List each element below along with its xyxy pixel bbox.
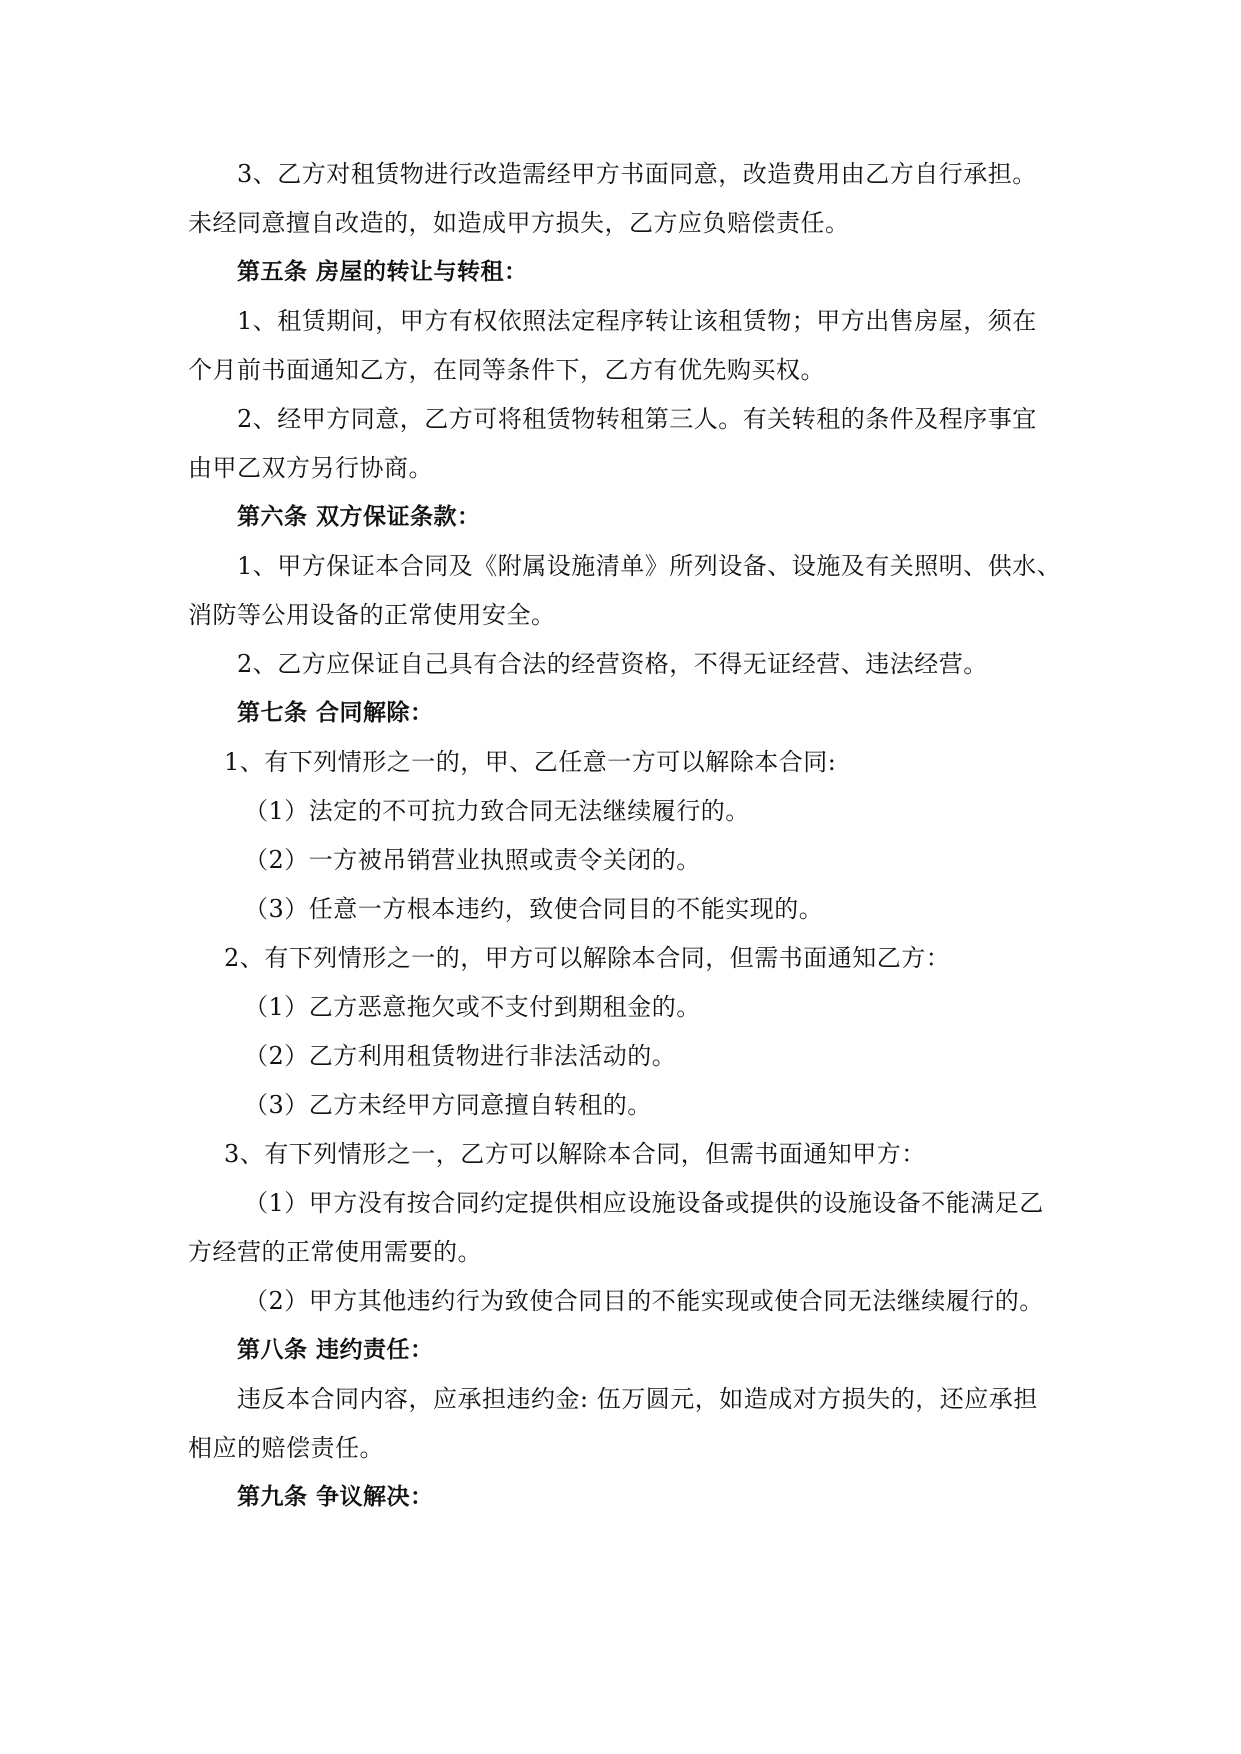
clause-7-item-1-sub-3: （3）任意一方根本违约，致使合同目的不能实现的。 xyxy=(244,895,824,923)
clause-7-item-3-sub-1-line-1: （1）甲方没有按合同约定提供相应设施设备或提供的设施设备不能满足乙 xyxy=(244,1189,1044,1217)
clause-7-heading: 第七条 合同解除： xyxy=(237,700,434,726)
clause-4-item-3-line-1: 3、乙方对租赁物进行改造需经甲方书面同意，改造费用由乙方自行承担。 xyxy=(237,160,1037,188)
clause-6-item-1-line-2: 消防等公用设备的正常使用安全。 xyxy=(188,601,556,629)
clause-5-item-1-line-2: 个月前书面通知乙方，在同等条件下，乙方有优先购买权。 xyxy=(188,356,825,384)
clause-5-heading: 第五条 房屋的转让与转租： xyxy=(237,259,528,285)
clause-7-item-1: 1、有下列情形之一的，甲、乙任意一方可以解除本合同: xyxy=(224,748,837,776)
clause-9-heading: 第九条 争议解决： xyxy=(237,1484,434,1510)
clause-7-item-2-sub-3: （3）乙方未经甲方同意擅自转租的。 xyxy=(244,1091,652,1119)
clause-5-item-2-line-1: 2、经甲方同意，乙方可将租赁物转租第三人。有关转租的条件及程序事宜 xyxy=(237,405,1037,433)
clause-5-item-2-line-2: 由甲乙双方另行协商。 xyxy=(188,454,433,482)
clause-8-body-line-1: 违反本合同内容，应承担违约金: 伍万圆元，如造成对方损失的，还应承担 xyxy=(237,1385,1038,1413)
clause-7-item-2: 2、有下列情形之一的，甲方可以解除本合同，但需书面通知乙方： xyxy=(224,944,951,972)
clause-4-item-3-line-2: 未经同意擅自改造的，如造成甲方损失，乙方应负赔偿责任。 xyxy=(188,209,850,237)
clause-7-item-3: 3、有下列情形之一，乙方可以解除本合同，但需书面通知甲方： xyxy=(224,1140,926,1168)
clause-7-item-1-sub-1: （1）法定的不可抗力致合同无法继续履行的。 xyxy=(244,797,750,825)
clause-6-item-2: 2、乙方应保证自己具有合法的经营资格，不得无证经营、违法经营。 xyxy=(237,650,988,678)
clause-7-item-2-sub-1: （1）乙方恶意拖欠或不支付到期租金的。 xyxy=(244,993,701,1021)
clause-7-item-1-sub-2: （2）一方被吊销营业执照或责令关闭的。 xyxy=(244,846,701,874)
clause-6-heading: 第六条 双方保证条款： xyxy=(237,504,481,530)
clause-8-body-line-2: 相应的赔偿责任。 xyxy=(188,1434,384,1462)
clause-7-item-3-sub-2: （2）甲方其他违约行为致使合同目的不能实现或使合同无法继续履行的。 xyxy=(244,1287,1044,1315)
clause-7-item-3-sub-1-line-2: 方经营的正常使用需要的。 xyxy=(188,1238,482,1266)
clause-8-heading: 第八条 违约责任： xyxy=(237,1337,434,1363)
clause-6-item-1-line-1: 1、甲方保证本合同及《附属设施清单》所列设备、设施及有关照明、供水、 xyxy=(237,552,1062,580)
clause-7-item-2-sub-2: （2）乙方利用租赁物进行非法活动的。 xyxy=(244,1042,677,1070)
clause-5-item-1-line-1: 1、租赁期间，甲方有权依照法定程序转让该租赁物；甲方出售房屋，须在 xyxy=(237,307,1037,335)
